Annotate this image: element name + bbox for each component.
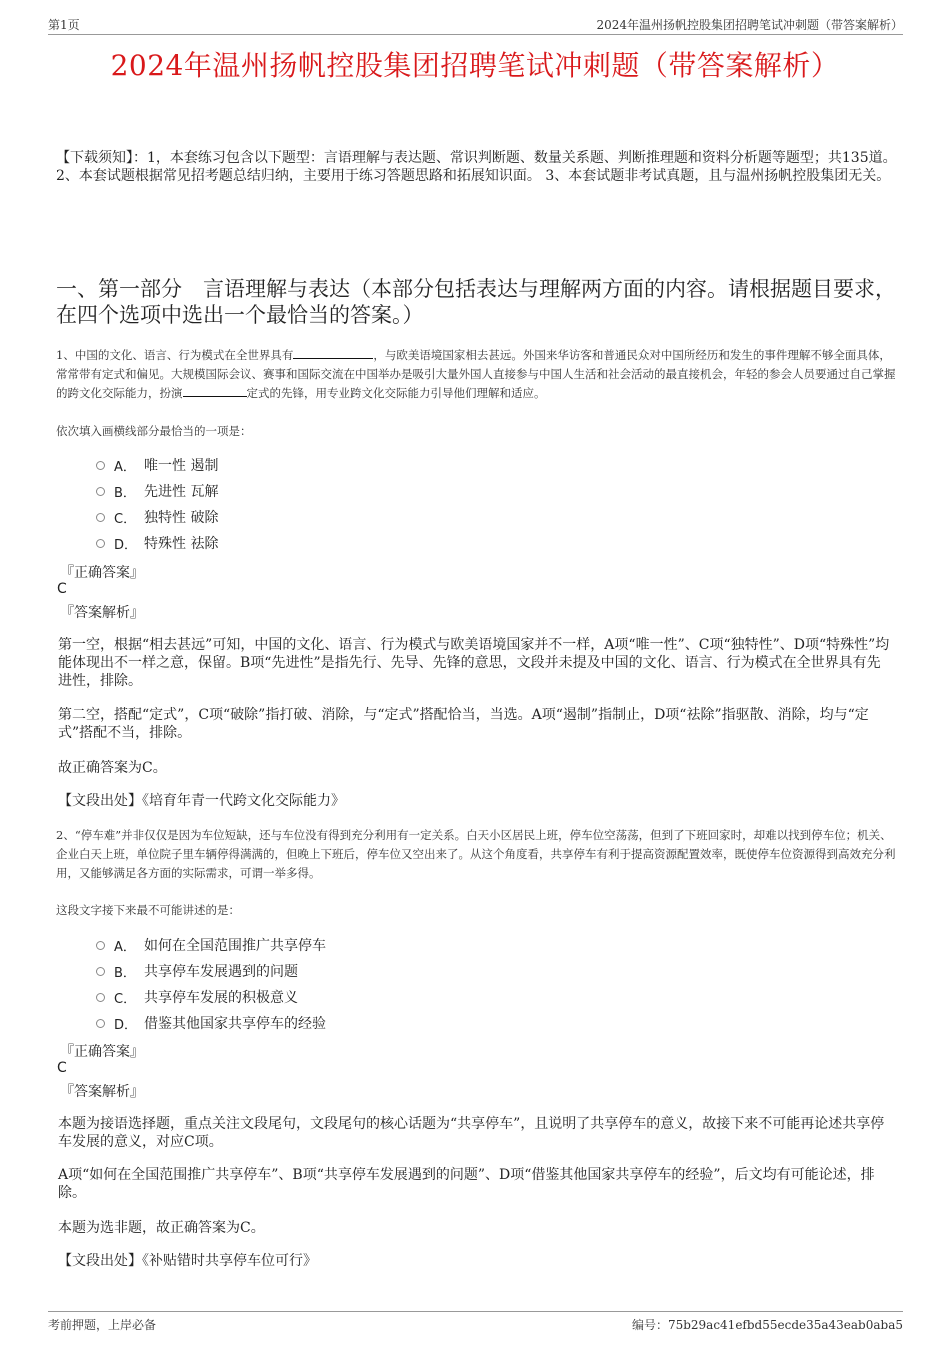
- radio-icon[interactable]: [96, 993, 105, 1002]
- page-footer: [48, 1311, 903, 1334]
- option-text: 共享停车发展的积极意义: [144, 990, 298, 1006]
- download-notice: 【下载须知】：1，本套练习包含以下题型：言语理解与表达题、常识判断题、数量关系题、判断推理题和资料分析题等题型；共135道。 2、本套试题根据常见招考题总结归纳，主要用于练习答题思路和拓展知识面。 3、本套试题非考试真题，且与温州扬帆控股集团无关。: [56, 150, 897, 184]
- footer-slogan: 考前押题，上岸必备: [48, 1318, 157, 1332]
- question-1-stem-part-b: ，与欧美语境国家相去甚远。外国来华访客和普通民众对中国所经历和发生的事件理解不够全面具体，常常带有定式和偏见。大规模国际会议、赛事和国际交流在中国举办是吸引大量外国人直接参与中国人生活和社会活动的最直接机会，年轻的参会人员要通过自己掌握的跨文化交际能力，扮演: [56, 348, 896, 400]
- analysis-label: 『答案解析』: [60, 605, 144, 621]
- question-2-options: [96, 932, 326, 1036]
- source-citation: 【文段出处】《培育年青一代跨文化交际能力》: [58, 793, 345, 809]
- header-doc-title: 2024年温州扬帆控股集团招聘笔试冲刺题（带答案解析）: [596, 18, 903, 32]
- question-2-prompt: 这段文字接下来最不可能讲述的是：: [56, 903, 240, 917]
- option-a[interactable]: [96, 452, 218, 478]
- radio-icon[interactable]: [96, 967, 105, 976]
- question-1-options: [96, 452, 218, 556]
- option-key: B．: [114, 485, 136, 501]
- question-2-stem: 2、“停车难”并非仅仅是因为车位短缺，还与车位没有得到充分利用有一定关系。白天小区居民上班，停车位空荡荡，但到了下班回家时，却难以找到停车位；机关、企业白天上班，单位院子里车辆停得满满的，但晚上下班后，停车位又空出来了。从这个角度看，共享停车有利于提高资源配置效率，既使停车位资源得到高效充分利用，又能够满足各方面的实际需求，可谓一举多得。: [56, 828, 896, 880]
- option-c[interactable]: [96, 504, 218, 530]
- option-a[interactable]: [96, 932, 326, 958]
- option-text: 先进性 瓦解: [144, 484, 219, 500]
- option-d[interactable]: [96, 530, 218, 556]
- option-key: D．: [114, 537, 138, 553]
- analysis-paragraph: 第二空，搭配“定式”，C项“破除”指打破、消除，与“定式”搭配恰当，当选。A项“遏制”指制止，D项“祛除”指驱散、消除，均与“定式”搭配不当，排除。: [58, 707, 869, 741]
- radio-icon[interactable]: [96, 941, 105, 950]
- analysis-conclusion: 本题为选非题，故正确答案为C。: [58, 1220, 265, 1236]
- fill-blank-2: [183, 384, 247, 397]
- page-number: 第1页: [48, 18, 80, 32]
- option-b[interactable]: [96, 958, 326, 984]
- option-text: 独特性 破除: [144, 510, 219, 526]
- option-d[interactable]: [96, 1010, 326, 1036]
- option-key: C．: [114, 511, 137, 527]
- radio-icon[interactable]: [96, 487, 105, 496]
- option-key: A．: [114, 459, 136, 475]
- analysis-paragraph: 本题为接语选择题，重点关注文段尾句，文段尾句的核心话题为“共享停车”，且说明了共享停车的意义，故接下来不可能再论述共享停车发展的意义，对应C项。: [58, 1116, 885, 1150]
- analysis-label: 『答案解析』: [60, 1084, 144, 1100]
- option-key: B．: [114, 965, 136, 981]
- option-text: 特殊性 祛除: [144, 536, 219, 552]
- question-1-stem-part-c: 定式的先锋，用专业跨文化交际能力引导他们理解和适应。: [246, 386, 546, 400]
- fill-blank-1: [293, 346, 373, 359]
- analysis-paragraph: A项“如何在全国范围推广共享停车”、B项“共享停车发展遇到的问题”、D项“借鉴其他国家共享停车的经验”，后文均有可能论述，排除。: [58, 1167, 875, 1201]
- page-header: [48, 14, 903, 35]
- question-1-stem: [56, 346, 898, 403]
- radio-icon[interactable]: [96, 513, 105, 522]
- radio-icon[interactable]: [96, 1019, 105, 1028]
- analysis-paragraph: 第一空，根据“相去甚远”可知，中国的文化、语言、行为模式与欧美语境国家并不一样，A项“唯一性”、C项“独特性”、D项“特殊性”均能体现出不一样之意，保留。B项“先进性”是指先行、先导、先锋的意思，文段并未提及中国的文化、语言、行为模式在全世界具有先进性，排除。: [58, 637, 890, 689]
- radio-icon[interactable]: [96, 539, 105, 548]
- question-1-prompt: 依次填入画横线部分最恰当的一项是：: [56, 424, 252, 438]
- page-title: 2024年温州扬帆控股集团招聘笔试冲刺题（带答案解析）: [110, 49, 840, 82]
- option-text: 共享停车发展遇到的问题: [144, 964, 298, 980]
- document-id: 编号：75b29ac41efbd55ecde35a43eab0aba5: [631, 1318, 903, 1332]
- question-1-stem-part-a: 1、中国的文化、语言、行为模式在全世界具有: [56, 348, 294, 362]
- option-text: 借鉴其他国家共享停车的经验: [144, 1016, 326, 1032]
- option-text: 唯一性 遏制: [144, 458, 219, 474]
- option-c[interactable]: [96, 984, 326, 1010]
- source-citation: 【文段出处】《补贴错时共享停车位可行》: [58, 1253, 317, 1269]
- option-b[interactable]: [96, 478, 218, 504]
- option-key: C．: [114, 991, 137, 1007]
- option-key: D．: [114, 1017, 138, 1033]
- correct-answer-value: C: [57, 1060, 67, 1076]
- radio-icon[interactable]: [96, 461, 105, 470]
- option-text: 如何在全国范围推广共享停车: [144, 938, 326, 954]
- analysis-conclusion: 故正确答案为C。: [58, 760, 167, 776]
- correct-answer-label: 『正确答案』: [60, 565, 144, 581]
- correct-answer-label: 『正确答案』: [60, 1044, 144, 1060]
- correct-answer-value: C: [57, 581, 67, 597]
- section-heading: 一、第一部分 言语理解与表达（本部分包括表达与理解两方面的内容。请根据题目要求，在四个选项中选出一个最恰当的答案。）: [56, 277, 896, 327]
- option-key: A．: [114, 939, 136, 955]
